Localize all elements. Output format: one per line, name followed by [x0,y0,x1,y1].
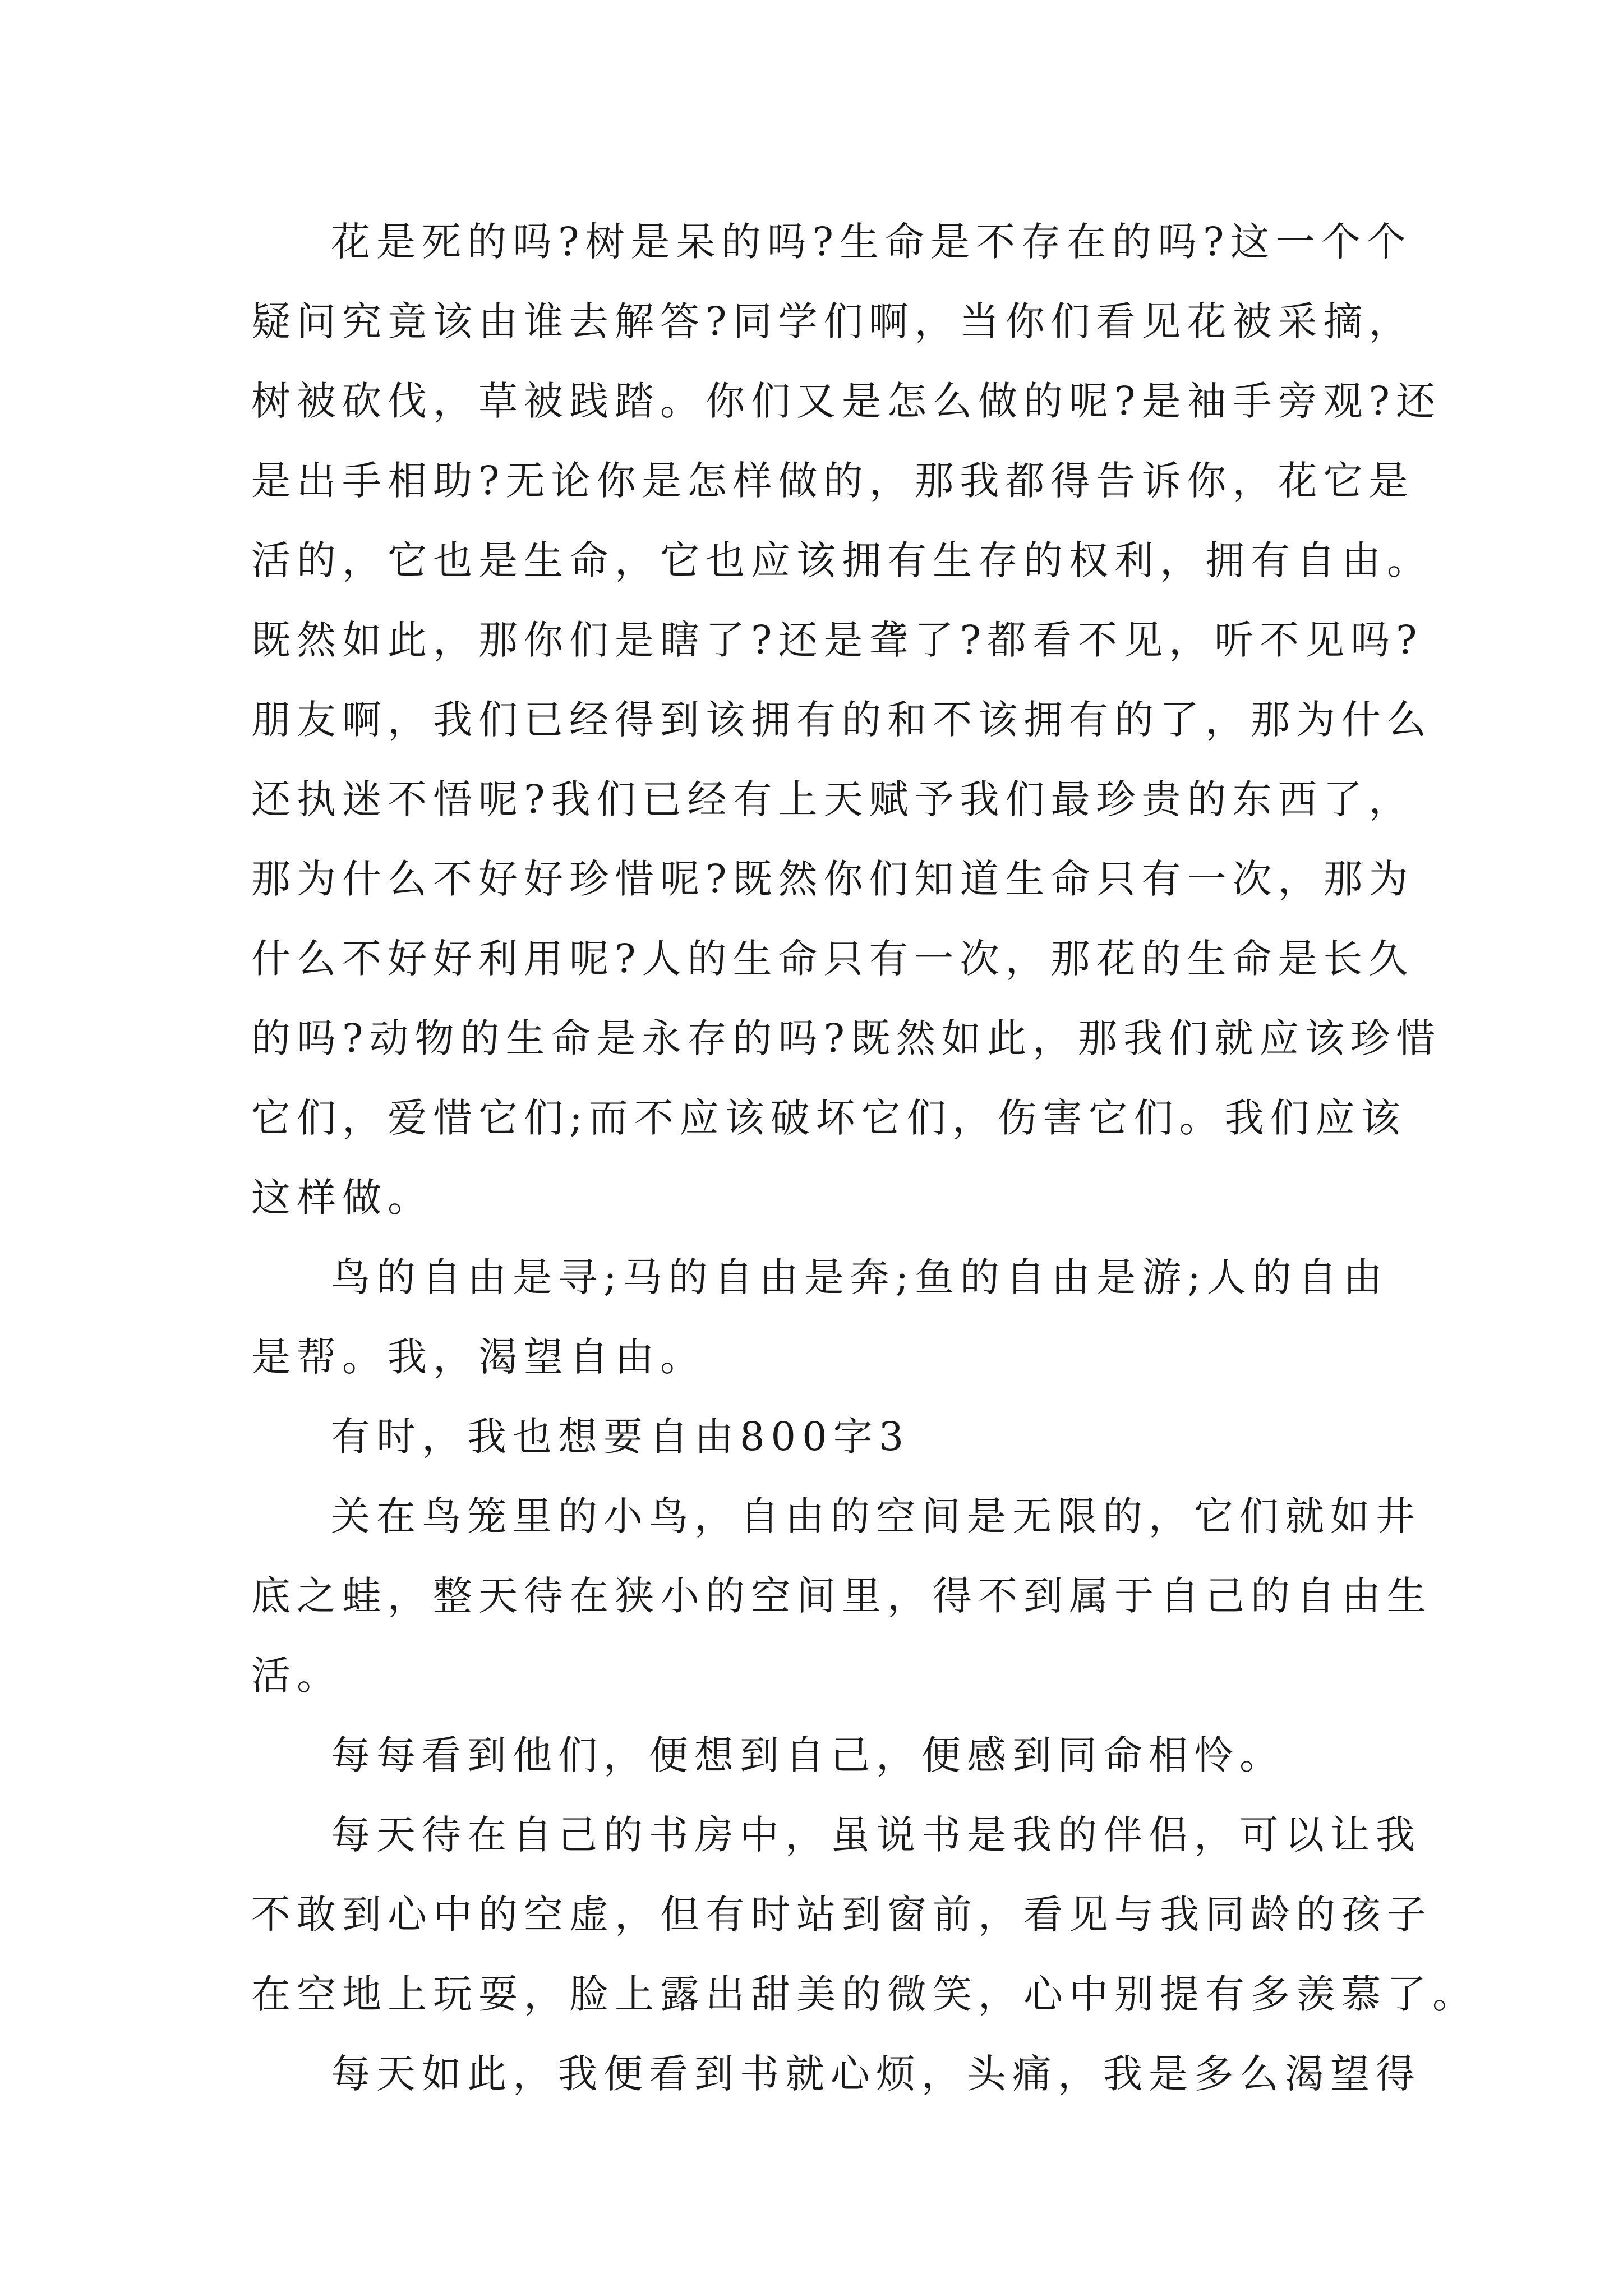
paragraph-line: 关在鸟笼里的小鸟，自由的空间是无限的，它们就如井 [331,1493,1421,1539]
section-heading: 有时，我也想要自由800字3 [331,1414,910,1460]
paragraph-line: 疑问究竟该由谁去解答?同学们啊，当你们看见花被采摘， [251,298,1414,344]
paragraph-line: 朋友啊，我们已经得到该拥有的和不该拥有的了，那为什么 [251,697,1432,743]
paragraph-line: 的吗?动物的生命是永存的吗?既然如此，那我们就应该珍惜 [251,1015,1442,1061]
paragraph-line: 不敢到心中的空虚，但有时站到窗前，看见与我同龄的孩子 [251,1892,1432,1938]
paragraph-line: 那为什么不好好珍惜呢?既然你们知道生命只有一次，那为 [251,856,1414,902]
paragraph-line: 是帮。我，渴望自由。 [251,1334,706,1380]
paragraph-line: 它们，爱惜它们;而不应该破坏它们，伤害它们。我们应该 [251,1095,1407,1141]
paragraph-line: 底之蛙，整天待在狭小的空间里，得不到属于自己的自由生 [251,1573,1432,1619]
paragraph-line: 这样做。 [251,1175,433,1221]
paragraph-line: 活的，它也是生命，它也应该拥有生存的权利，拥有自由。 [251,537,1432,583]
paragraph-line: 还执迷不悟呢?我们已经有上天赋予我们最珍贵的东西了， [251,776,1414,822]
paragraph-line: 既然如此，那你们是瞎了?还是聋了?都看不见，听不见吗? [251,617,1423,663]
paragraph-line: 是出手相助?无论你是怎样做的，那我都得告诉你，花它是 [251,458,1414,504]
paragraph-line: 树被砍伐，草被践踏。你们又是怎么做的呢?是袖手旁观?还 [251,378,1442,424]
paragraph-line: 活。 [251,1653,342,1699]
paragraph-line: 什么不好好利用呢?人的生命只有一次，那花的生命是长久 [251,936,1414,982]
paragraph-line: 每每看到他们，便想到自己，便感到同命相怜。 [331,1732,1285,1778]
paragraph-line: 每天待在自己的书房中，虽说书是我的伴侣，可以让我 [331,1812,1421,1858]
paragraph-line: 在空地上玩耍，脸上露出甜美的微笑，心中别提有多羡慕了。 [251,1971,1478,2017]
paragraph-line: 每天如此，我便看到书就心烦，头痛，我是多么渴望得 [331,2051,1421,2097]
paragraph-line: 花是死的吗?树是呆的吗?生命是不存在的吗?这一个个 [331,219,1412,265]
paragraph-line: 鸟的自由是寻;马的自由是奔;鱼的自由是游;人的自由 [331,1254,1389,1300]
